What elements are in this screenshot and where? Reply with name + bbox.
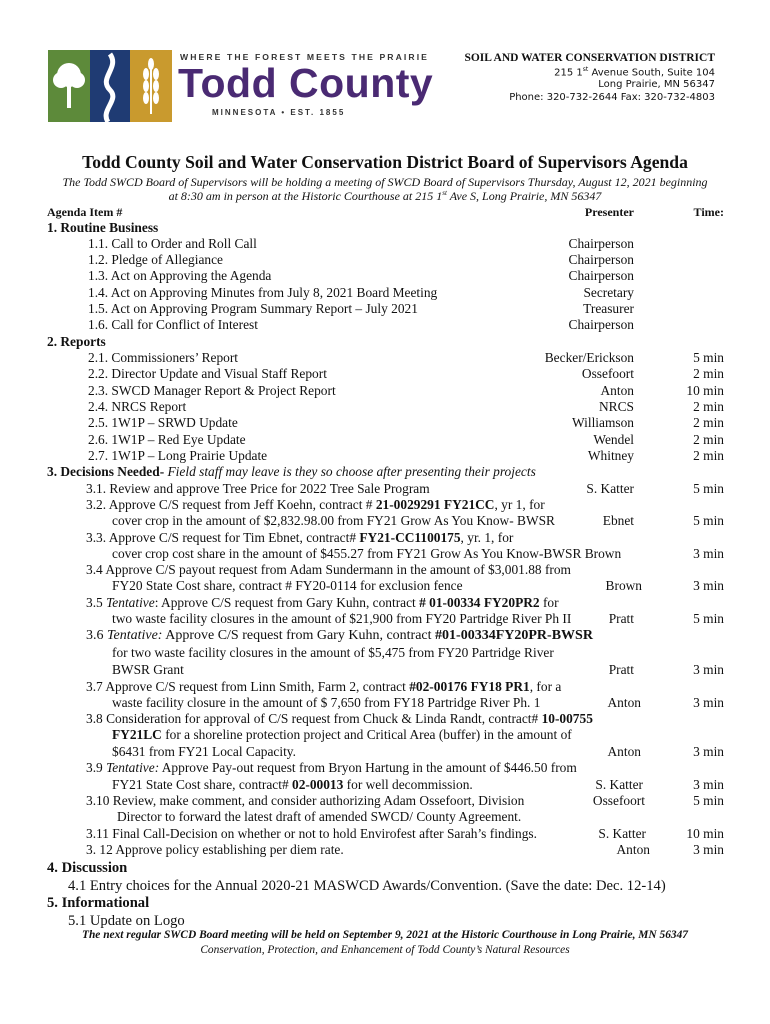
section-heading: 5. Informational xyxy=(47,895,150,911)
agenda-item-time: 5 min xyxy=(693,513,724,528)
agenda-item-time: 3 min xyxy=(693,662,724,677)
text-run: : Approve C/S request from Gary Kuhn, contract xyxy=(154,595,420,610)
col-agenda-item: Agenda Item # xyxy=(47,205,123,219)
agenda-item-presenter: Ossefoort xyxy=(592,793,645,808)
agenda-item-time: 2 min xyxy=(693,415,724,430)
contract-number: #02-00176 FY18 PR1 xyxy=(409,679,530,694)
agenda-item-presenter: Anton xyxy=(607,744,641,759)
agenda-item-text-cont xyxy=(112,727,572,743)
agenda-item-text xyxy=(86,627,593,644)
agenda-item-text: 3.10 Review, make comment, and consider authorizing Adam Ossefoort, Division xyxy=(86,793,525,808)
text-run: 3.2. Approve C/S request from Jeff Koehn, contract # xyxy=(86,497,376,512)
agenda-item-presenter: Anton xyxy=(607,695,641,710)
tentative-label: Tentative xyxy=(106,595,155,610)
agenda-item-presenter: Anton xyxy=(616,842,650,857)
text-run: 3.9 xyxy=(86,760,107,775)
section-heading-label: 3. Decisions Needed- xyxy=(47,464,165,479)
agenda-item-time: 2 min xyxy=(693,399,724,414)
agenda-item-presenter: Williamson xyxy=(572,415,634,430)
agenda-item-time: 10 min xyxy=(686,826,724,841)
agenda-item-text-cont: cover crop in the amount of $2,832.98.00 from FY21 Grow As You Know- BWSR xyxy=(112,513,555,528)
agenda-item-presenter: Pratt xyxy=(608,611,634,626)
logo-emblem xyxy=(48,50,172,122)
section-heading-note: Field staff may leave is they so choose after presenting their projects xyxy=(164,464,536,479)
text-run: 3.6 xyxy=(86,628,107,643)
agenda-item-text xyxy=(86,760,577,776)
contract-number: FY21-CC1100175 xyxy=(359,530,461,545)
agenda-item-text-cont: for two waste facility closures in the amount of $5,475 from FY20 Partridge River xyxy=(112,645,554,660)
agenda-item-time: 3 min xyxy=(693,546,724,561)
agenda-item-text xyxy=(86,679,561,695)
agenda-item-presenter: Chairperson xyxy=(568,252,634,267)
agenda-item-text: 1.4. Act on Approving Minutes from July 8, 2021 Board Meeting xyxy=(88,285,438,300)
agenda-item-presenter: Ossefoort xyxy=(581,366,634,381)
section-heading xyxy=(47,464,536,480)
agenda-item-time: 3 min xyxy=(693,744,724,759)
text-run: , for a xyxy=(529,679,562,694)
phone-fax: Phone: 320-732-2644 Fax: 320-732-4803 xyxy=(509,92,715,103)
agenda-item-text-cont xyxy=(112,777,473,793)
text-run: , yr. 1, for xyxy=(460,530,514,545)
col-presenter: Presenter xyxy=(584,205,634,219)
text-run: FY21 State Cost share, contract# xyxy=(112,777,292,792)
contract-number: 21-0029291 FY21CC xyxy=(375,497,495,512)
text-run: for well decommission. xyxy=(343,777,473,792)
contract-number: # 01-00334 FY20PR2 xyxy=(419,595,540,610)
agenda-item-text: 2.5. 1W1P – SRWD Update xyxy=(88,415,238,430)
agenda-item-text: 1.6. Call for Conflict of Interest xyxy=(88,317,258,332)
section-heading: 2. Reports xyxy=(47,334,106,349)
agenda-item-text xyxy=(86,595,559,611)
agenda-item-presenter: Chairperson xyxy=(568,236,634,251)
agenda-item-presenter: Chairperson xyxy=(568,268,634,283)
agenda-item-text xyxy=(86,497,545,513)
agenda-item-presenter: Anton xyxy=(600,383,634,398)
intro-line-1: The Todd SWCD Board of Supervisors will be holding a meeting of SWCD Board of Supervisors Thursday, August 12, 2021 beginning xyxy=(62,175,708,189)
agenda-item-presenter: Pratt xyxy=(608,662,634,677)
agenda-item-text: 3. 12 Approve policy establishing per diem rate. xyxy=(86,842,344,857)
agenda-item-text: 1.5. Act on Approving Program Summary Report – July 2021 xyxy=(88,301,418,316)
text-run: Approve C/S request from Gary Kuhn, contract xyxy=(162,628,436,643)
agenda-item-text xyxy=(86,530,513,546)
logo-subtitle: MINNESOTA • EST. 1855 xyxy=(212,108,346,117)
contract-number: 10-00755 xyxy=(541,711,593,726)
address-line-2: Long Prairie, MN 56347 xyxy=(598,79,715,90)
agenda-item-text: 1.1. Call to Order and Roll Call xyxy=(88,236,257,251)
agenda-item-time: 5 min xyxy=(693,611,724,626)
footer-motto: Conservation, Protection, and Enhancement of Todd County’s Natural Resources xyxy=(200,944,570,956)
agenda-item-time: 10 min xyxy=(686,383,724,398)
contract-number: 02-00013 xyxy=(292,777,344,792)
next-meeting-note: The next regular SWCD Board meeting will be held on September 9, 2021 at the Historic Courthouse in Long Prairie, MN 56347 xyxy=(82,929,688,941)
agenda-item-presenter: S. Katter xyxy=(595,777,643,792)
agenda-item-text xyxy=(86,711,593,727)
agenda-item-presenter: Secretary xyxy=(583,285,634,300)
agenda-item-presenter: Wendel xyxy=(593,432,634,447)
intro-line-2: at 8:30 am in person at the Historic Courthouse at 215 1st Ave S, Long Prairie, MN 56347 xyxy=(168,189,602,203)
agenda-item-presenter: Whitney xyxy=(587,448,634,463)
agenda-item-presenter: Ebnet xyxy=(602,513,634,528)
agenda-item-text-cont: waste facility closure in the amount of $ 7,650 from FY18 Partridge River Ph. 1 xyxy=(112,695,541,710)
contract-number: #01-00334FY20PR-BWSR xyxy=(435,628,593,643)
agenda-item-text-cont: $6431 from FY21 Local Capacity. xyxy=(112,744,296,759)
text-run: , yr 1, for xyxy=(494,497,545,512)
agenda-item-presenter: S. Katter xyxy=(598,826,646,841)
agenda-item-time: 3 min xyxy=(693,777,724,792)
agenda-item-time: 5 min xyxy=(693,350,724,365)
agenda-item-time: 2 min xyxy=(693,448,724,463)
agenda-item-presenter: Treasurer xyxy=(583,301,634,316)
agenda-item-presenter: Chairperson xyxy=(568,317,634,332)
agenda-item-presenter: Brown xyxy=(605,578,642,593)
page-title: Todd County Soil and Water Conservation District Board of Supervisors Agenda xyxy=(82,152,688,172)
agenda-item-text: 2.6. 1W1P – Red Eye Update xyxy=(88,432,246,447)
agenda-item-presenter: Becker/Erickson xyxy=(544,350,634,365)
agenda-item-time: 5 min xyxy=(693,481,724,496)
section-heading: 1. Routine Business xyxy=(47,220,159,235)
agenda-item-text: 2.3. SWCD Manager Report & Project Report xyxy=(88,383,336,398)
col-time: Time: xyxy=(693,205,724,219)
logo-name: Todd County xyxy=(178,60,434,106)
agenda-item-text: 3.1. Review and approve Tree Price for 2022 Tree Sale Program xyxy=(86,481,430,496)
agenda-item-time: 3 min xyxy=(693,695,724,710)
agenda-item-text: 2.4. NRCS Report xyxy=(88,399,187,414)
agenda-item-text-cont: two waste facility closures in the amount of $21,900 from FY20 Partridge River Ph II xyxy=(112,611,572,626)
agenda-item-text-cont: Director to forward the latest draft of amended SWCD/ County Agreement. xyxy=(117,809,522,824)
agenda-item-text: 2.2. Director Update and Visual Staff Report xyxy=(88,366,327,381)
agenda-item-text-cont: BWSR Grant xyxy=(112,662,184,677)
logo-tagline: WHERE THE FOREST MEETS THE PRAIRIE xyxy=(180,52,430,62)
org-name: SOIL AND WATER CONSERVATION DISTRICT xyxy=(464,52,715,64)
tentative-label: Tentative: xyxy=(107,628,163,643)
text-run: for a shoreline protection project and Critical Area (buffer) in the amount of xyxy=(161,727,572,742)
agenda-item-text-cont: cover crop cost share in the amount of $455.27 from FY21 Grow As You Know-BWSR Brown xyxy=(112,546,622,561)
agenda-item-presenter: NRCS xyxy=(599,399,634,414)
agenda-item-text: 5.1 Update on Logo xyxy=(68,913,185,929)
text-run: for xyxy=(539,595,559,610)
county-logo xyxy=(48,50,434,122)
agenda-item-time: 3 min xyxy=(693,842,724,857)
text-run: 3.8 Consideration for approval of C/S request from Chuck & Linda Randt, contract# xyxy=(86,711,542,726)
agenda-item-time: 2 min xyxy=(693,366,724,381)
agenda-item-text-cont: FY20 State Cost share, contract # FY20-0114 for exclusion fence xyxy=(112,578,463,593)
text-run: 3.7 Approve C/S request from Linn Smith, Farm 2, contract xyxy=(86,679,410,694)
agenda-item-text: 3.4 Approve C/S payout request from Adam Sundermann in the amount of $3,001.88 from xyxy=(86,562,571,577)
tentative-label: Tentative: xyxy=(106,760,160,775)
text-run: 3.5 xyxy=(86,595,107,610)
agenda-item-text: 1.2. Pledge of Allegiance xyxy=(88,252,223,267)
agenda-item-text: 2.1. Commissioners’ Report xyxy=(88,350,239,365)
agenda-item-presenter: S. Katter xyxy=(586,481,634,496)
agenda-item-text: 2.7. 1W1P – Long Prairie Update xyxy=(88,448,268,463)
agenda-item-text: 4.1 Entry choices for the Annual 2020-21 MASWCD Awards/Convention. (Save the date: Dec. 12-14) xyxy=(68,878,666,894)
agenda-item-time: 2 min xyxy=(693,432,724,447)
agenda-item-time: 3 min xyxy=(693,578,724,593)
address-line-1: 215 1st Avenue South, Suite 104 xyxy=(554,66,715,79)
section-heading: 4. Discussion xyxy=(47,860,128,876)
agenda-item-time: 5 min xyxy=(693,793,724,808)
text-run: 3.3. Approve C/S request for Tim Ebnet, contract# xyxy=(86,530,360,545)
contract-number: FY21LC xyxy=(112,727,162,742)
text-run: Approve Pay-out request from Bryon Hartung in the amount of $446.50 from xyxy=(159,760,577,775)
agenda-item-text: 3.11 Final Call-Decision on whether or not to hold Envirofest after Sarah’s findings. xyxy=(86,826,537,841)
agenda-item-text: 1.3. Act on Approving the Agenda xyxy=(88,268,272,283)
